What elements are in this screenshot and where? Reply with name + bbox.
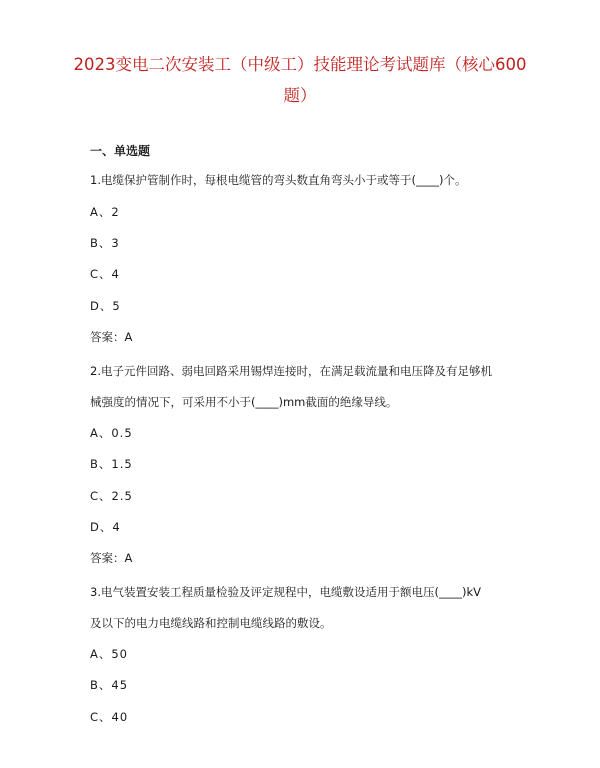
question-2-answer: 答案：A [90,551,133,565]
document-title-line2: 题） [283,86,317,105]
question-1-answer: 答案：A [90,330,133,344]
question-3-stem-line-2: 及以下的电力电缆线路和控制电缆线路的敷设。 [90,616,332,630]
question-1-stem-line-1: 1.电缆保护管制作时，每根电缆管的弯头数直角弯头小于或等于(____)个。 [90,173,467,187]
question-2-stem-line-2: 械强度的情况下，可采用不小于(____)mm截面的绝缘导线。 [90,395,398,409]
question-2-stem-line-1: 2.电子元件回路、弱电回路采用锡焊连接时，在满足载流量和电压降及有足够机 [90,364,492,378]
question-2-option-d: D、4 [90,520,121,534]
section-heading: 一、单选题 [90,144,151,158]
document-title-line1: 2023变电二次安装工（中级工）技能理论考试题库（核心600 [73,55,527,74]
question-2-option-b: B、1.5 [90,457,133,471]
question-3-option-b: B、45 [90,678,129,692]
question-1-option-a: A、2 [90,205,120,219]
question-1-option-c: C、4 [90,267,120,281]
question-3-stem-line-1: 3.电气装置安装工程质量检验及评定规程中，电缆敷设适用于额电压(____)kV [90,585,481,599]
question-1-option-d: D、5 [90,299,121,313]
question-3-option-a: A、50 [90,647,129,661]
question-1-option-b: B、3 [90,236,120,250]
question-2-option-c: C、2.5 [90,489,133,503]
question-3-option-c: C、40 [90,710,129,724]
question-2-option-a: A、0.5 [90,426,133,440]
